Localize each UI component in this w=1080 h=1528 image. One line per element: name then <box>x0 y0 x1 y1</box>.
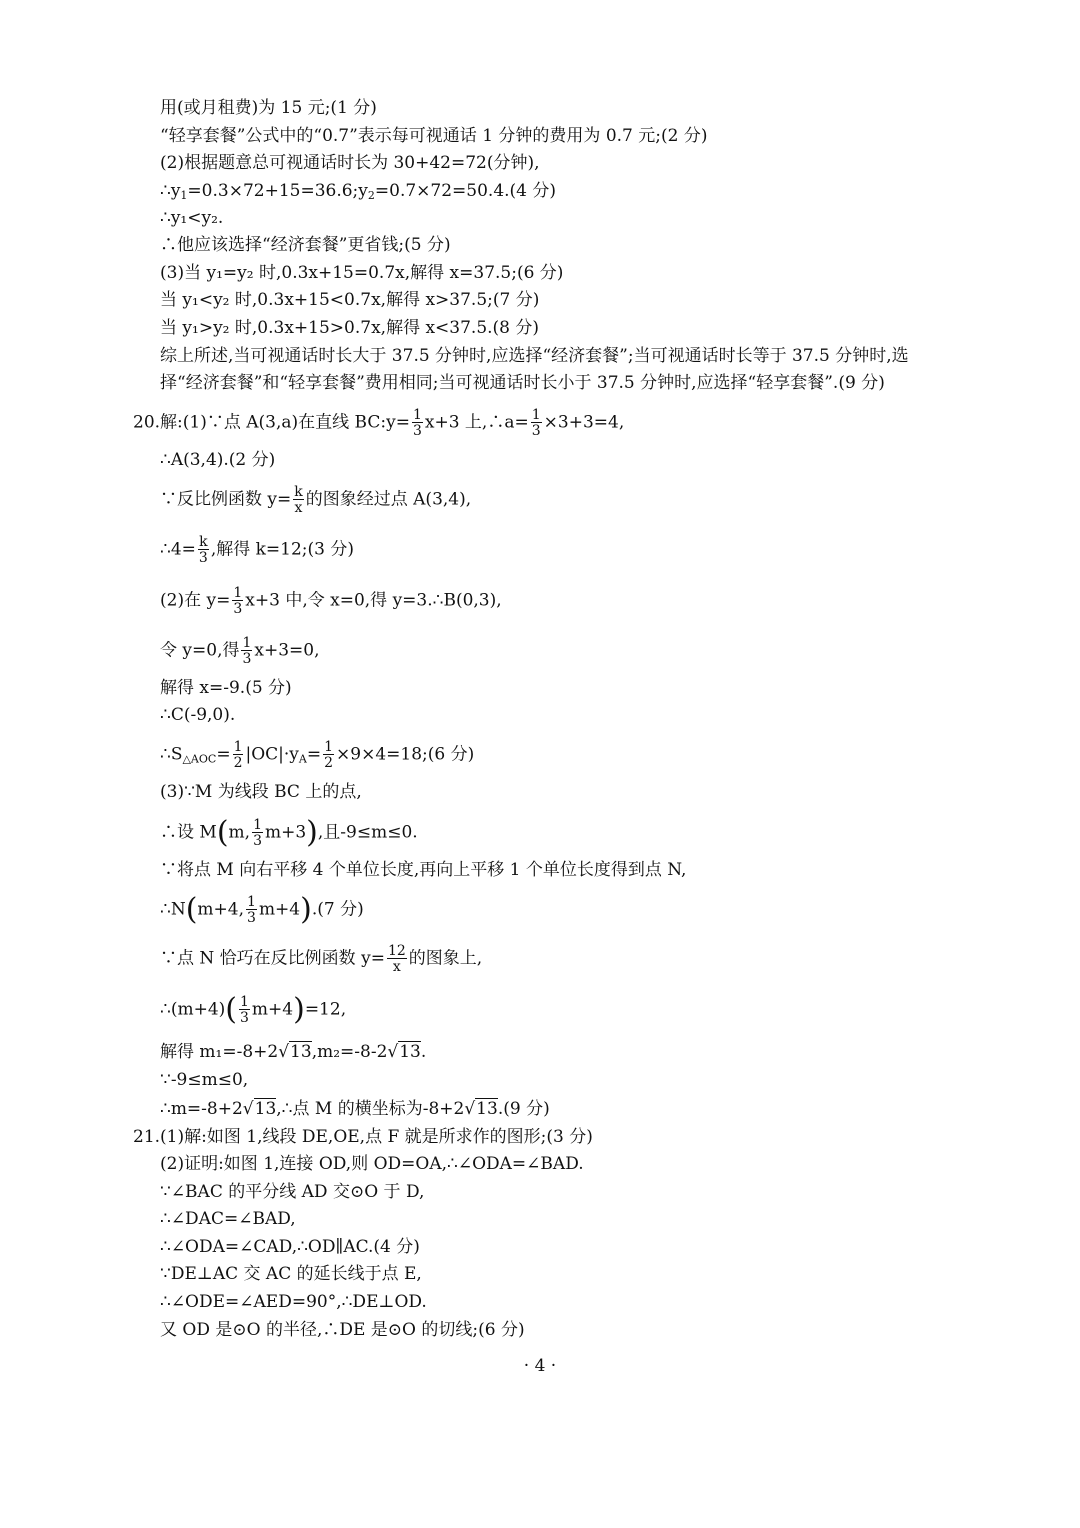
q21-part2-proof: (2)证明:如图 1,连接 OD,则 OD=OA,∴∠ODA=∠BAD. <box>160 1154 584 1174</box>
line-economy-choice: ∴他应该选择“经济套餐”更省钱;(5 分) <box>160 235 451 255</box>
q21-bisector: ∵∠BAC 的平分线 AD 交⊙O 于 D, <box>160 1182 425 1202</box>
line-rent: 用(或月租费)为 15 元;(1 分) <box>160 98 377 118</box>
line-less-case: 当 y₁<y₂ 时,0.3x+15<0.7x,解得 x>37.5;(7 分) <box>160 290 540 310</box>
q20-final: ∴m=-8+2√13,∴点 M 的横坐标为-8+2√13.(9 分) <box>160 1099 550 1119</box>
line-summary-2: 择“经济套餐”和“轻享套餐”费用相同;当可视通话时长小于 37.5 分钟时,应选择“轻享套餐”.(9 分) <box>160 373 885 393</box>
line-compare: ∴y₁<y₂. <box>160 208 224 228</box>
q21-right-angle: ∴∠ODE=∠AED=90°,∴DE⊥OD. <box>160 1292 427 1312</box>
q20-line-1: 20.解:(1)∵点 A(3,a)在直线 BC:y= $\frac{1}{3}$ x+3 上,∴a= $\frac{1}{3}$ ×3+3=4, <box>133 407 625 439</box>
line-summary-1: 综上所述,当可视通话时长大于 37.5 分钟时,应选择“经济套餐”;当可视通话时长等于 37.5 分钟时,选 <box>160 346 909 366</box>
q20-let-y0: 令 y=0,得 $\frac{1}{3}$ x+3=0, <box>160 635 320 667</box>
q20-set-m: ∴设 M(m, $\frac{1}{3}$ m+3),且-9≤m≤0. <box>160 815 418 850</box>
line-greater-case: 当 y₁>y₂ 时,0.3x+15>0.7x,解得 x<37.5.(8 分) <box>160 318 540 338</box>
q20-equation: ∴(m+4)( $\frac{1}{3}$ m+4)=12, <box>160 992 347 1027</box>
q20-solutions: 解得 m₁=-8+2√13,m₂=-8-2√13. <box>160 1042 427 1062</box>
q20-area: $\therefore S_{\triangle AOC}=$ $\frac{1}{2}$ $|OC|\cdot y_A=$ $\frac{1}{2}$ ×9×4=18;(6 分) <box>160 739 475 771</box>
q20-solve-k: ∴4= $\frac{k}{3}$ ,解得 k=12;(3 分) <box>160 534 355 566</box>
q21-dac-bad: ∴∠DAC=∠BAD, <box>160 1209 296 1229</box>
q20-point-c: ∴C(-9,0). <box>160 705 236 725</box>
q20-point-n: ∴N(m+4, $\frac{1}{3}$ m+4).(7 分) <box>160 892 364 927</box>
q21-perpendicular: ∵DE⊥AC 交 AC 的延长线于点 E, <box>160 1264 422 1284</box>
q20-part3: (3)∵M 为线段 BC 上的点, <box>160 782 362 802</box>
q20-n-on-curve: ∵点 N 恰巧在反比例函数 y= $\frac{12}{x}$ 的图象上, <box>160 943 483 975</box>
line-light-plan: “轻享套餐”公式中的“0.7”表示每可视通话 1 分钟的费用为 0.7 元;(2 分) <box>160 126 708 146</box>
page-number: · 4 · <box>523 1356 557 1376</box>
q20-translate: ∵将点 M 向右平移 4 个单位长度,再向上平移 1 个单位长度得到点 N, <box>160 860 687 880</box>
q21-parallel: ∴∠ODA=∠CAD,∴OD∥AC.(4 分) <box>160 1237 420 1257</box>
q20-range: ∵-9≤m≤0, <box>160 1070 249 1090</box>
line-y-values: $\therefore y_1=0.3\times 72+15=36.6;y_2=0.7\times 72=50.4.(4$ 分) <box>160 181 557 202</box>
q20-part2: (2)在 y= $\frac{1}{3}$ x+3 中,令 x=0,得 y=3.∴B(0,3), <box>160 585 502 617</box>
line-total-time: (2)根据题意总可视通话时长为 30+42=72(分钟), <box>160 153 540 173</box>
line-equal-case: (3)当 y₁=y₂ 时,0.3x+15=0.7x,解得 x=37.5;(6 分) <box>160 263 564 283</box>
q20-inverse-func: ∵反比例函数 y= $\frac{k}{x}$ 的图象经过点 A(3,4), <box>160 484 472 516</box>
q21-part1: 21.(1)解:如图 1,线段 DE,OE,点 F 就是所求作的图形;(3 分) <box>133 1127 593 1147</box>
q20-point-a: ∴A(3,4).(2 分) <box>160 450 276 470</box>
q21-tangent: 又 OD 是⊙O 的半径,∴DE 是⊙O 的切线;(6 分) <box>160 1320 525 1340</box>
q20-x-value: 解得 x=-9.(5 分) <box>160 678 292 698</box>
